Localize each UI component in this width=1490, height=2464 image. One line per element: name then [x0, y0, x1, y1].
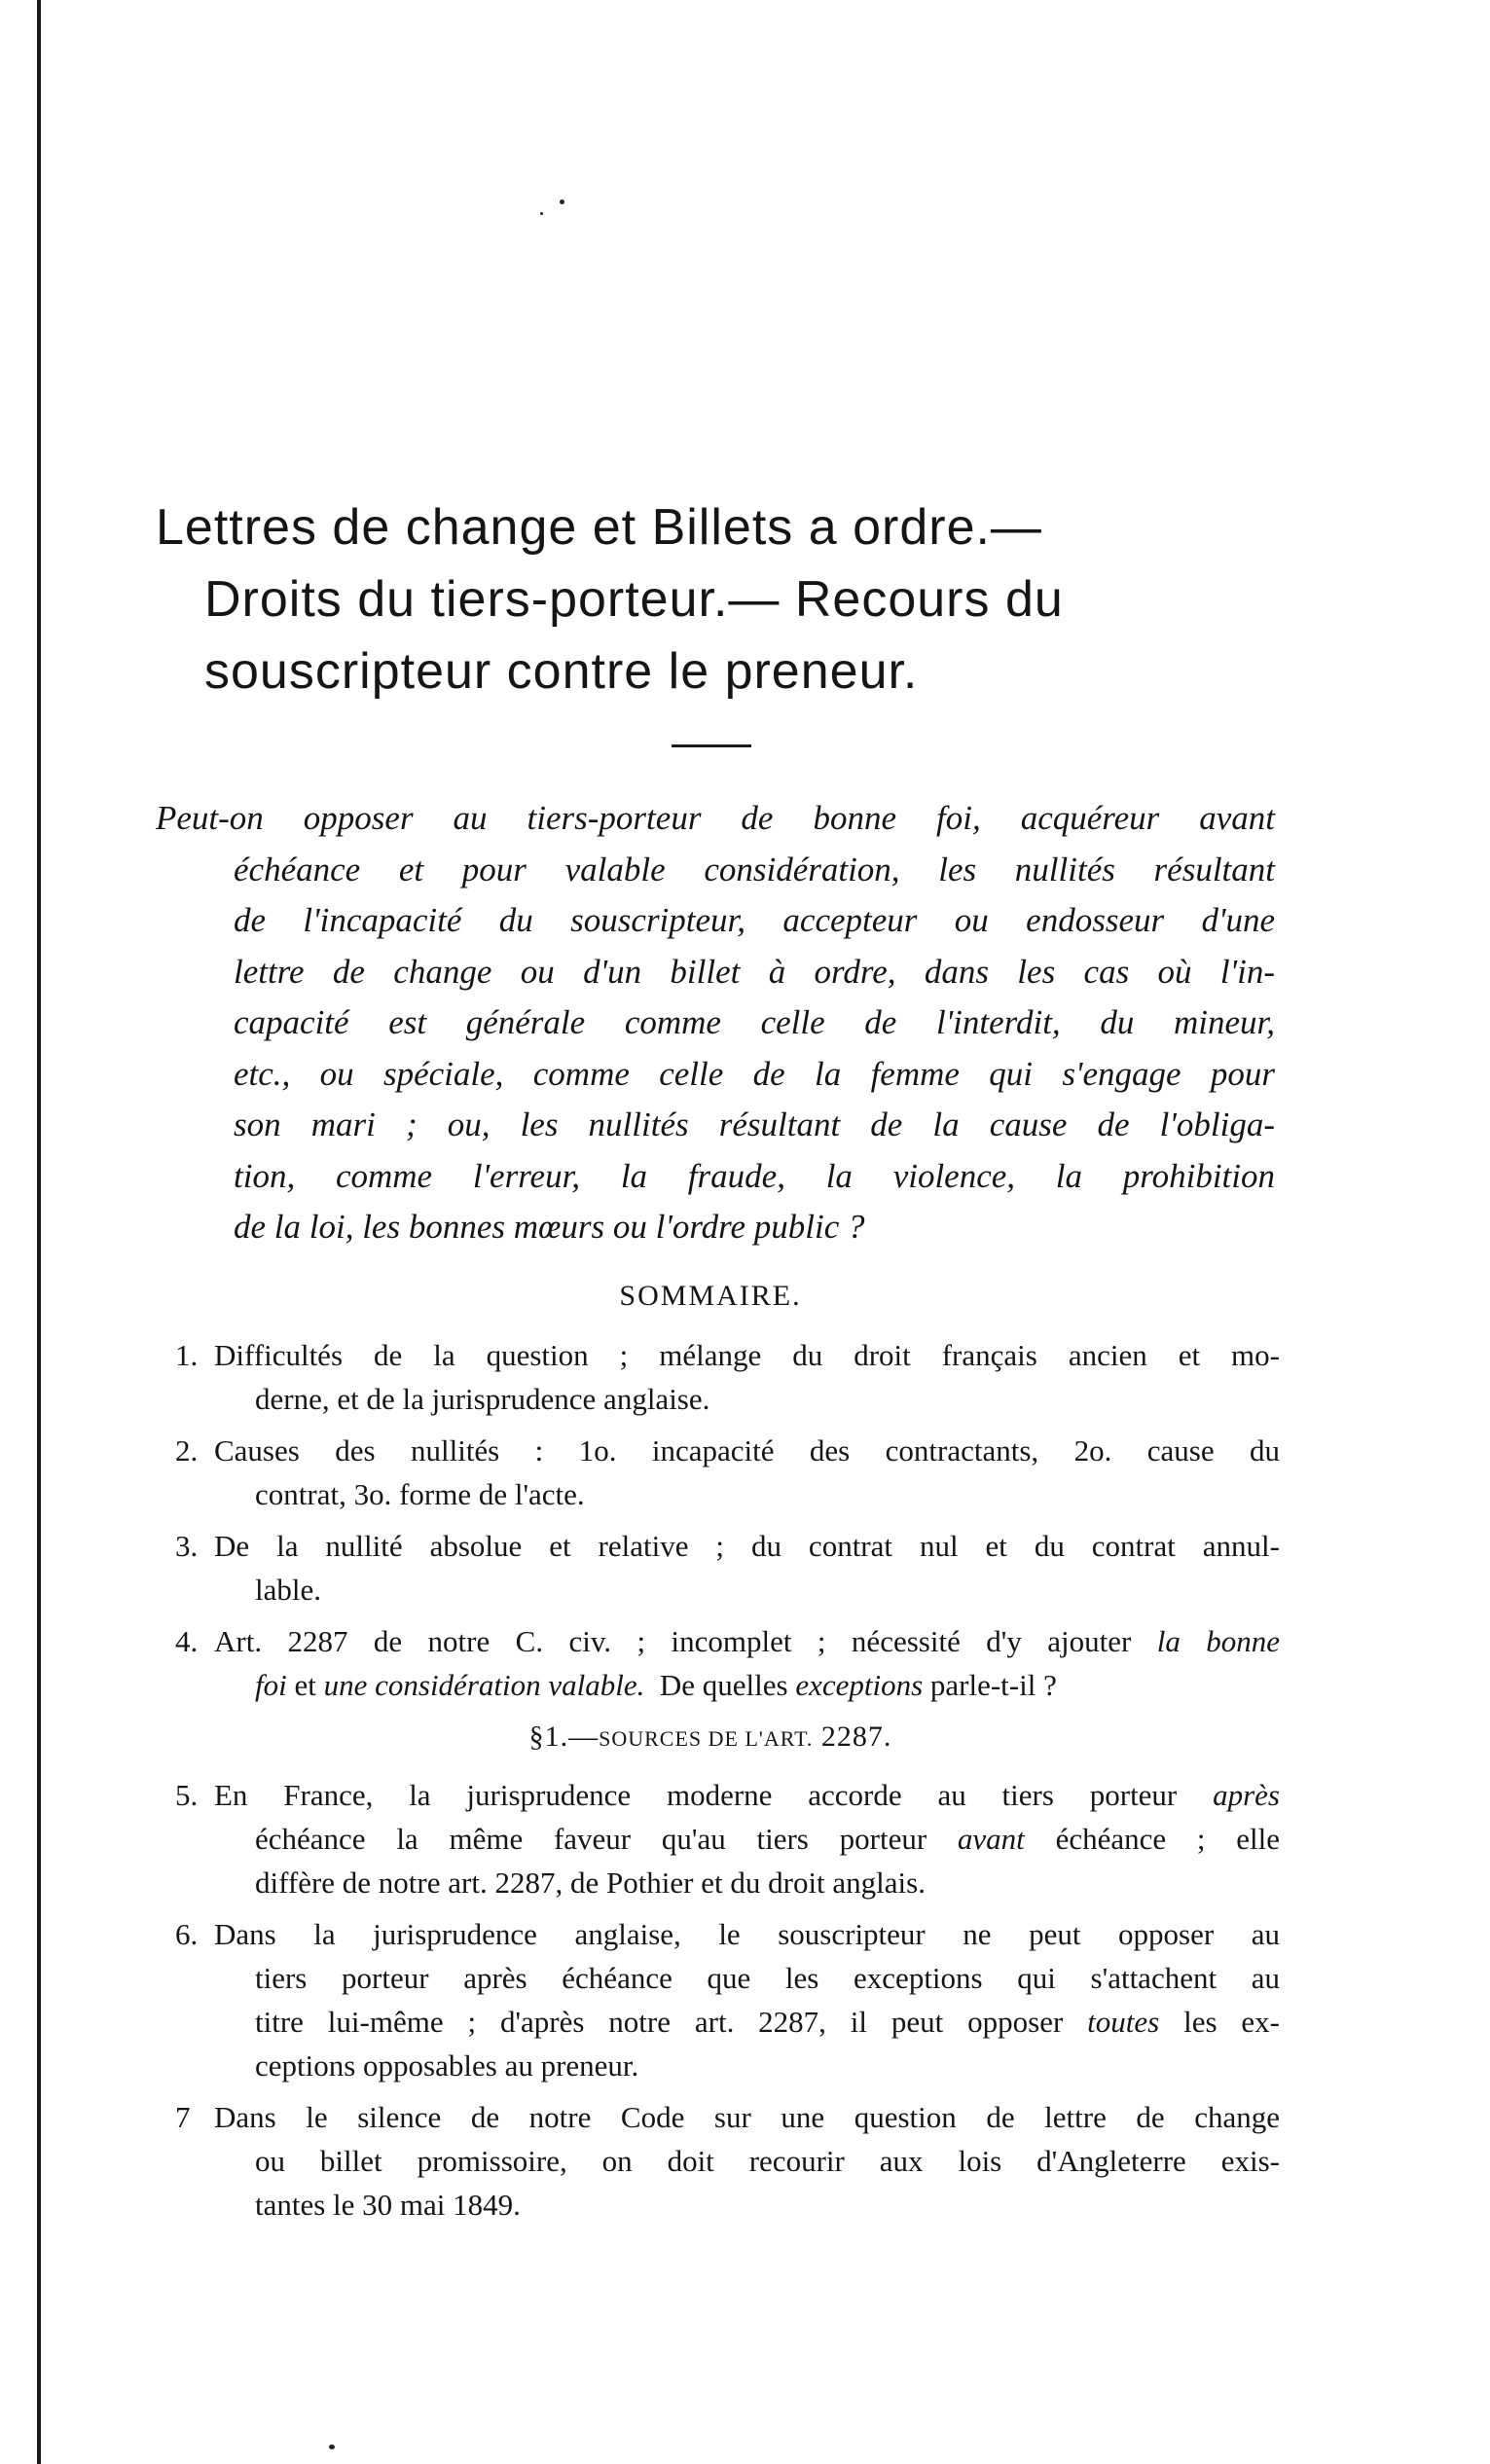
- item-line: ou billet promissoire, on doit recourir aux lois d'Angleterre exis-: [255, 2144, 1280, 2178]
- list-item: [170, 1619, 1280, 1707]
- list-item: [170, 1429, 1280, 1516]
- sommaire-heading: SOMMAIRE.: [619, 1280, 802, 1312]
- item-line: contrat, 3o. forme de l'acte.: [255, 1477, 585, 1511]
- item-text: De quelles: [659, 1668, 788, 1702]
- item-emphasis: la bonne: [1156, 1624, 1281, 1658]
- subsection-heading: [418, 1721, 1002, 1754]
- question-line: son mari ; ou, les nullités résultant de la cause de l'obliga-: [234, 1105, 1275, 1143]
- item-line: [214, 2000, 1280, 2044]
- item-text: les ex-: [1183, 2005, 1280, 2039]
- item-number: 5.: [175, 1778, 199, 1812]
- item-number: 2.: [175, 1433, 199, 1468]
- item-line: [214, 1663, 1280, 1707]
- question-line: de la loi, les bonnes mœurs ou l'ordre public ?: [234, 1208, 865, 1246]
- list-item: [170, 2095, 1280, 2227]
- question-line: etc., ou spéciale, comme celle de la femme qui s'engage pour: [234, 1054, 1275, 1093]
- item-text: Art. 2287 de notre C. civ. ; incomplet ; nécessité d'y ajouter: [214, 1624, 1132, 1658]
- question-line: de l'incapacité du souscripteur, accepteur ou endosseur d'une: [234, 901, 1275, 939]
- item-line: [214, 1817, 1280, 1861]
- item-emphasis: avant: [957, 1822, 1025, 1856]
- list-item: [170, 1773, 1280, 1904]
- item-line: De la nullité absolue et relative ; du contrat nul et du contrat annul-: [214, 1529, 1280, 1563]
- item-text: et: [294, 1668, 316, 1702]
- ink-speck: [560, 199, 564, 204]
- item-number: 3.: [175, 1529, 199, 1563]
- item-line: derne, et de la jurisprudence anglaise.: [255, 1382, 710, 1416]
- ink-speck: [540, 212, 543, 215]
- article-title: [156, 491, 1304, 707]
- list-item: [170, 1333, 1280, 1421]
- item-line: ceptions opposables au preneur.: [255, 2048, 639, 2083]
- list-item: [170, 1524, 1280, 1612]
- item-text: échéance la même faveur qu'au tiers porteur: [255, 1822, 927, 1856]
- item-number: 7: [175, 2100, 191, 2134]
- item-number: 6.: [175, 1917, 199, 1951]
- item-line: Dans la jurisprudence anglaise, le souscripteur ne peut opposer au: [214, 1917, 1280, 1951]
- page-binding-edge: [37, 0, 41, 2464]
- item-number: 4.: [175, 1624, 199, 1658]
- item-text: titre lui-même ; d'après notre art. 2287, il peut opposer: [255, 2005, 1064, 2039]
- section-mark: §1.—: [528, 1721, 600, 1753]
- item-emphasis: une considération valable.: [323, 1668, 645, 1702]
- question-paragraph: [156, 793, 1275, 1253]
- item-emphasis: exceptions: [795, 1668, 924, 1702]
- section-label: SOURCES DE L'ART.: [599, 1726, 814, 1751]
- item-line: Dans le silence de notre Code sur une question de lettre de change: [214, 2100, 1280, 2134]
- item-number: 1.: [175, 1338, 199, 1372]
- list-item: [170, 1912, 1280, 2087]
- title-divider: [672, 744, 751, 747]
- section-number: 2287.: [820, 1721, 892, 1753]
- item-line: diffère de notre art. 2287, de Pothier et du droit anglais.: [255, 1866, 926, 1900]
- ink-speck: [329, 2445, 335, 2449]
- title-line: Droits du tiers-porteur.— Recours du: [204, 571, 1064, 628]
- question-line: Peut-on opposer au tiers-porteur de bonne foi, acquéreur avant: [156, 799, 1275, 837]
- item-text: En France, la jurisprudence moderne accorde au tiers porteur: [214, 1778, 1178, 1812]
- question-line: échéance et pour valable considération, les nullités résultant: [234, 850, 1275, 888]
- item-emphasis: foi: [255, 1668, 287, 1702]
- item-line: [214, 1619, 1280, 1663]
- item-line: Causes des nullités : 1o. incapacité des contractants, 2o. cause du: [214, 1433, 1280, 1468]
- item-line: [214, 1773, 1280, 1817]
- item-line: Difficultés de la question ; mélange du droit français ancien et mo-: [214, 1338, 1280, 1372]
- title-line: Lettres de change et Billets a ordre.—: [156, 499, 1042, 556]
- item-emphasis: après: [1213, 1778, 1280, 1812]
- question-line: capacité est générale comme celle de l'interdit, du mineur,: [234, 1003, 1275, 1041]
- sources-list: [170, 1773, 1280, 2227]
- title-line: souscripteur contre le preneur.: [204, 643, 919, 700]
- item-emphasis: toutes: [1087, 2005, 1160, 2039]
- item-text: échéance ; elle: [1055, 1822, 1281, 1856]
- sommaire-list: [170, 1333, 1280, 1707]
- question-line: lettre de change ou d'un billet à ordre, dans les cas où l'in-: [234, 952, 1275, 991]
- question-line: tion, comme l'erreur, la fraude, la violence, la prohibition: [234, 1156, 1275, 1195]
- item-line: lable.: [255, 1573, 321, 1607]
- item-line: tiers porteur après échéance que les exceptions qui s'attachent au: [255, 1961, 1280, 1995]
- item-line: tantes le 30 mai 1849.: [255, 2188, 521, 2222]
- item-text: parle-t-il ?: [929, 1668, 1057, 1702]
